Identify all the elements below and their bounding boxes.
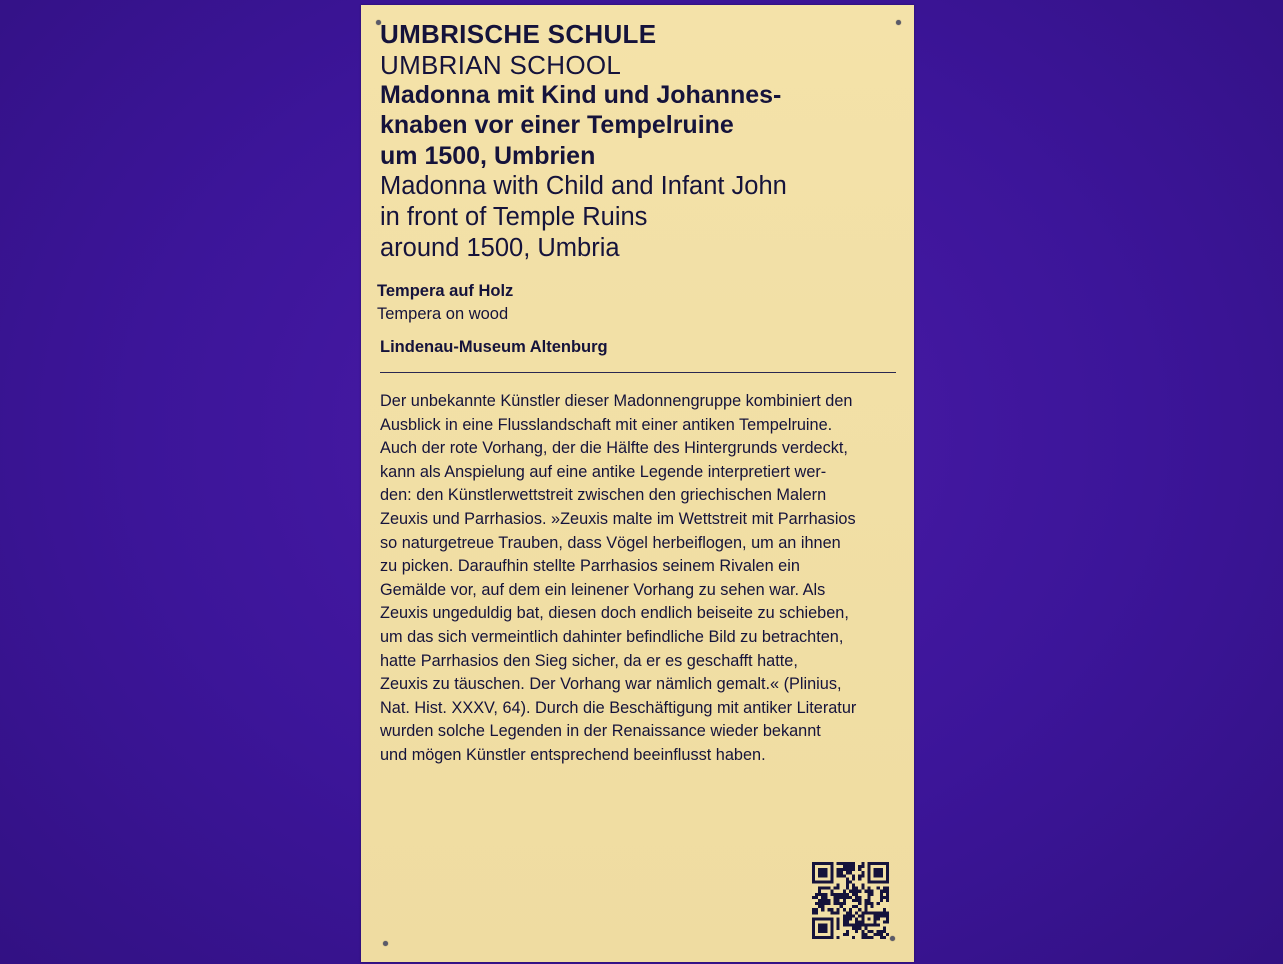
title-en-line-2: in front of Temple Ruins (380, 203, 648, 231)
description-line: so naturgetreue Trauben, dass Vögel herbeiflogen, um an ihnen (380, 533, 841, 552)
description-line: Zeuxis und Parrhasios. »Zeuxis malte im Wettstreit mit Parrhasios (380, 509, 856, 528)
museum-label (361, 5, 914, 962)
description-line: Zeuxis ungeduldig bat, diesen doch endlich beiseite zu schieben, (380, 604, 849, 623)
collection: Lindenau-Museum Altenburg (380, 338, 608, 356)
description-line: Gemälde vor, auf dem ein leinener Vorhang zu sehen war. Als (380, 580, 826, 599)
title-de-line-1: Madonna mit Kind und Johannes- (380, 81, 782, 109)
description-line: Nat. Hist. XXXV, 64). Durch die Beschäftigung mit antiker Literatur (380, 698, 857, 717)
description-line: Zeuxis zu täuschen. Der Vorhang war nämlich gemalt.« (Plinius, (380, 675, 842, 694)
title-de-line-2: knaben vor einer Tempelruine (380, 111, 734, 139)
description-line: wurden solche Legenden in der Renaissance wieder bekannt (380, 722, 821, 741)
description (380, 390, 910, 768)
description-line: und mögen Künstler entsprechend beeinflusst haben. (380, 745, 766, 764)
description-line: um das sich vermeintlich dahinter befindliche Bild zu betrachten, (380, 627, 844, 646)
screw-top-right (896, 20, 901, 25)
description-line: Auch der rote Vorhang, der die Hälfte des Hintergrunds verdeckt, (380, 439, 848, 458)
medium-en: Tempera on wood (377, 305, 509, 323)
description-line: hatte Parrhasios den Sieg sicher, da er es geschafft hatte, (380, 651, 798, 670)
qr-code-icon[interactable] (812, 862, 889, 939)
title-en-line-3: around 1500, Umbria (380, 234, 620, 262)
description-line: zu picken. Daraufhin stellte Parrhasios seinem Rivalen ein (380, 557, 800, 576)
description-line: Ausblick in eine Flusslandschaft mit einer antiken Tempelruine. (380, 415, 833, 434)
description-line: kann als Anspielung auf eine antike Legende interpretiert wer- (380, 462, 827, 481)
screw-bottom-left (383, 941, 388, 946)
title-en-line-1: Madonna with Child and Infant John (380, 172, 787, 200)
description-line: den: den Künstlerwettstreit zwischen den griechischen Malern (380, 486, 827, 505)
divider (380, 372, 896, 373)
heading-de: UMBRISCHE SCHULE (380, 19, 657, 49)
screw-bottom-right (890, 936, 895, 941)
description-line: Der unbekannte Künstler dieser Madonnengruppe kombiniert den (380, 392, 853, 410)
title-de-line-3: um 1500, Umbrien (380, 142, 596, 170)
heading-en: UMBRIAN SCHOOL (380, 50, 622, 80)
medium-de: Tempera auf Holz (377, 282, 514, 300)
